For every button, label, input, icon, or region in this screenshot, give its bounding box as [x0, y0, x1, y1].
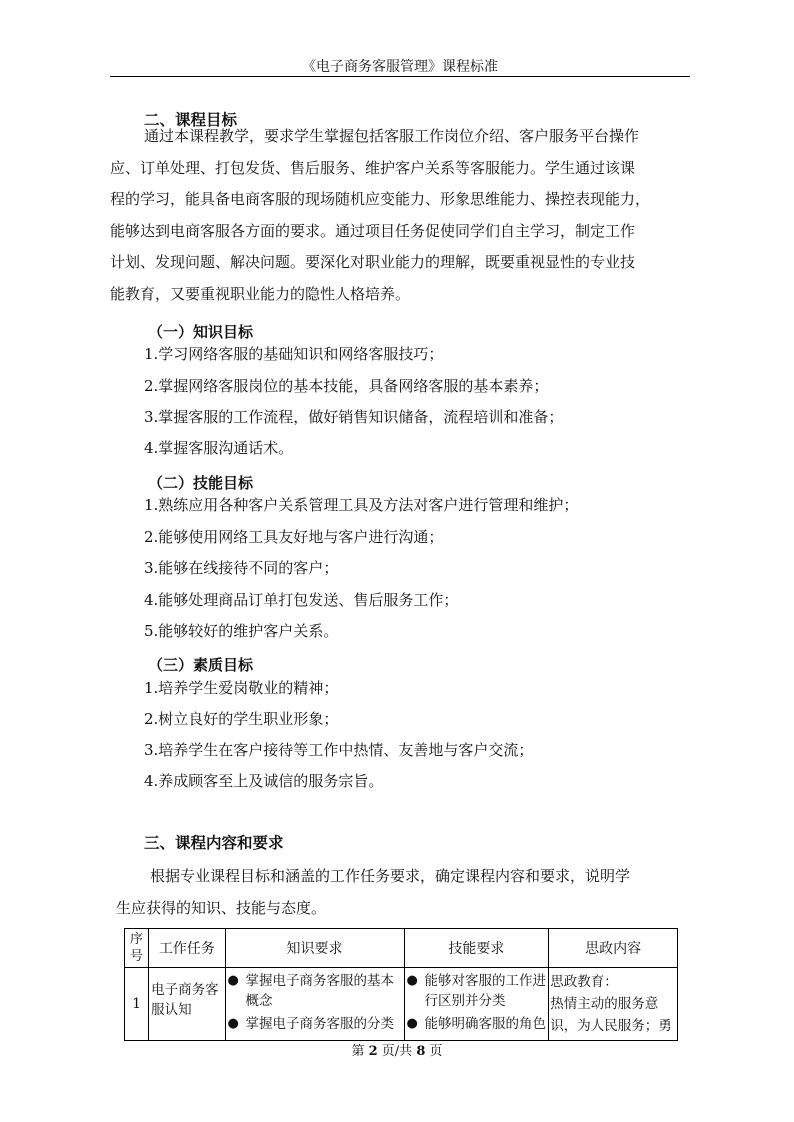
cell-task — [149, 968, 225, 1041]
quality-item: 3.培养学生在客户接待等工作中热情、友善地与客户交流； — [144, 741, 534, 759]
header-politics: 思政内容 — [549, 929, 678, 968]
intro-line: 根据专业课程目标和涵盖的工作任务要求，确定课程内容和要求，说明学 — [150, 867, 631, 885]
knowledge-item: 2.掌握网络客服岗位的基本技能，具备网络客服的基本素养； — [144, 377, 549, 395]
knowledge-bullet: ● 掌握电子商务客服的基本概念 — [227, 973, 395, 1009]
knowledge-item: 3.掌握客服的工作流程，做好销售知识储备，流程培训和准备； — [144, 408, 564, 426]
skills-heading: （二）技能目标 — [148, 474, 254, 492]
table-row — [125, 968, 678, 1041]
section2-intro — [110, 121, 695, 310]
skills-item: 4.能够处理商品订单打包发送、售后服务工作； — [144, 591, 459, 609]
bullet-dot-icon: ● — [227, 1016, 239, 1031]
footer-prefix: 第 — [351, 1044, 369, 1059]
skill-bullet: ● 能够对客服的工作进行区别并分类 — [406, 973, 546, 1009]
intro-line: 生应获得的知识、技能与态度。 — [116, 898, 327, 917]
skills-item: 5.能够较好的维护客户关系。 — [144, 622, 339, 640]
bullet-dot-icon: ● — [406, 1016, 418, 1031]
bullet-dot-icon: ● — [406, 973, 418, 988]
bullet-dot-icon: ● — [227, 973, 239, 988]
page-header: 《电子商务客服管理》课程标准 — [302, 59, 498, 75]
header-knowledge: 知识要求 — [225, 929, 404, 968]
cell-skill — [404, 968, 549, 1041]
table-header-row — [125, 929, 678, 968]
knowledge-heading: （一）知识目标 — [148, 323, 254, 341]
course-content-table — [124, 928, 678, 1041]
row-number: 1 — [132, 996, 142, 1012]
cell-no — [125, 968, 149, 1041]
knowledge-item: 1.学习网络客服的基础知识和网络客服技巧； — [144, 345, 444, 363]
quality-item: 4.养成顾客至上及诚信的服务宗旨。 — [144, 772, 384, 790]
section3-intro — [110, 861, 695, 924]
section3-heading: 三、课程内容和要求 — [144, 833, 284, 852]
knowledge-bullet: ● 掌握电子商务客服的分类 — [227, 1016, 395, 1032]
footer-page-number: 2 — [368, 1044, 378, 1059]
header-rule — [110, 76, 690, 77]
footer-suffix: 页 — [425, 1044, 443, 1059]
intro-line: 应、订单处理、打包发货、售后服务、维护客户关系等客服能力。学生通过该课 — [110, 158, 636, 177]
skills-item: 2.能够使用网络工具友好地与客户进行沟通； — [144, 528, 444, 546]
section2-heading: 二、课程目标 — [144, 110, 238, 129]
quality-item: 1.培养学生爱岗敬业的精神； — [144, 679, 339, 697]
intro-line: 计划、发现问题、解决问题。要深化对职业能力的理解，既要重视显性的专业技 — [110, 253, 636, 271]
header-skill: 技能要求 — [404, 929, 549, 968]
header-no: 序号 — [125, 929, 149, 968]
skills-item: 1.熟练应用各种客户关系管理工具及方法对客户进行管理和维护； — [144, 496, 579, 514]
header-task: 工作任务 — [149, 929, 225, 968]
cell-politics — [549, 968, 678, 1041]
politics-line: 思政教育： — [550, 974, 618, 990]
intro-line: 通过本课程教学，要求学生掌握包括客服工作岗位介绍、客户服务平台操作 — [144, 127, 640, 145]
skill-bullet: ● 能够明确客服的角色 — [406, 1016, 546, 1032]
politics-line: 热情主动的服务意识，为人民服务；勇 — [550, 996, 672, 1034]
quality-item: 2.树立良好的学生职业形象； — [144, 710, 339, 728]
cell-knowledge — [225, 968, 404, 1041]
footer-middle: 页/共 — [377, 1044, 417, 1059]
footer-total-pages: 8 — [416, 1044, 426, 1059]
page-footer — [0, 1040, 794, 1059]
quality-heading: （三）素质目标 — [148, 656, 254, 674]
intro-line: 能够达到电商客服各方面的要求。通过项目任务促使同学们自主学习，制定工作 — [110, 221, 636, 240]
task-text: 电子商务客服认知 — [151, 982, 219, 1018]
skills-item: 3.能够在线接待不同的客户； — [144, 559, 339, 577]
intro-line: 程的学习，能具备电商客服的现场随机应变能力、形象思维能力、操控表现能力， — [110, 190, 651, 208]
knowledge-item: 4.掌握客服沟通话术。 — [144, 439, 294, 457]
intro-line: 能教育，又要重视职业能力的隐性人格培养。 — [110, 284, 411, 303]
